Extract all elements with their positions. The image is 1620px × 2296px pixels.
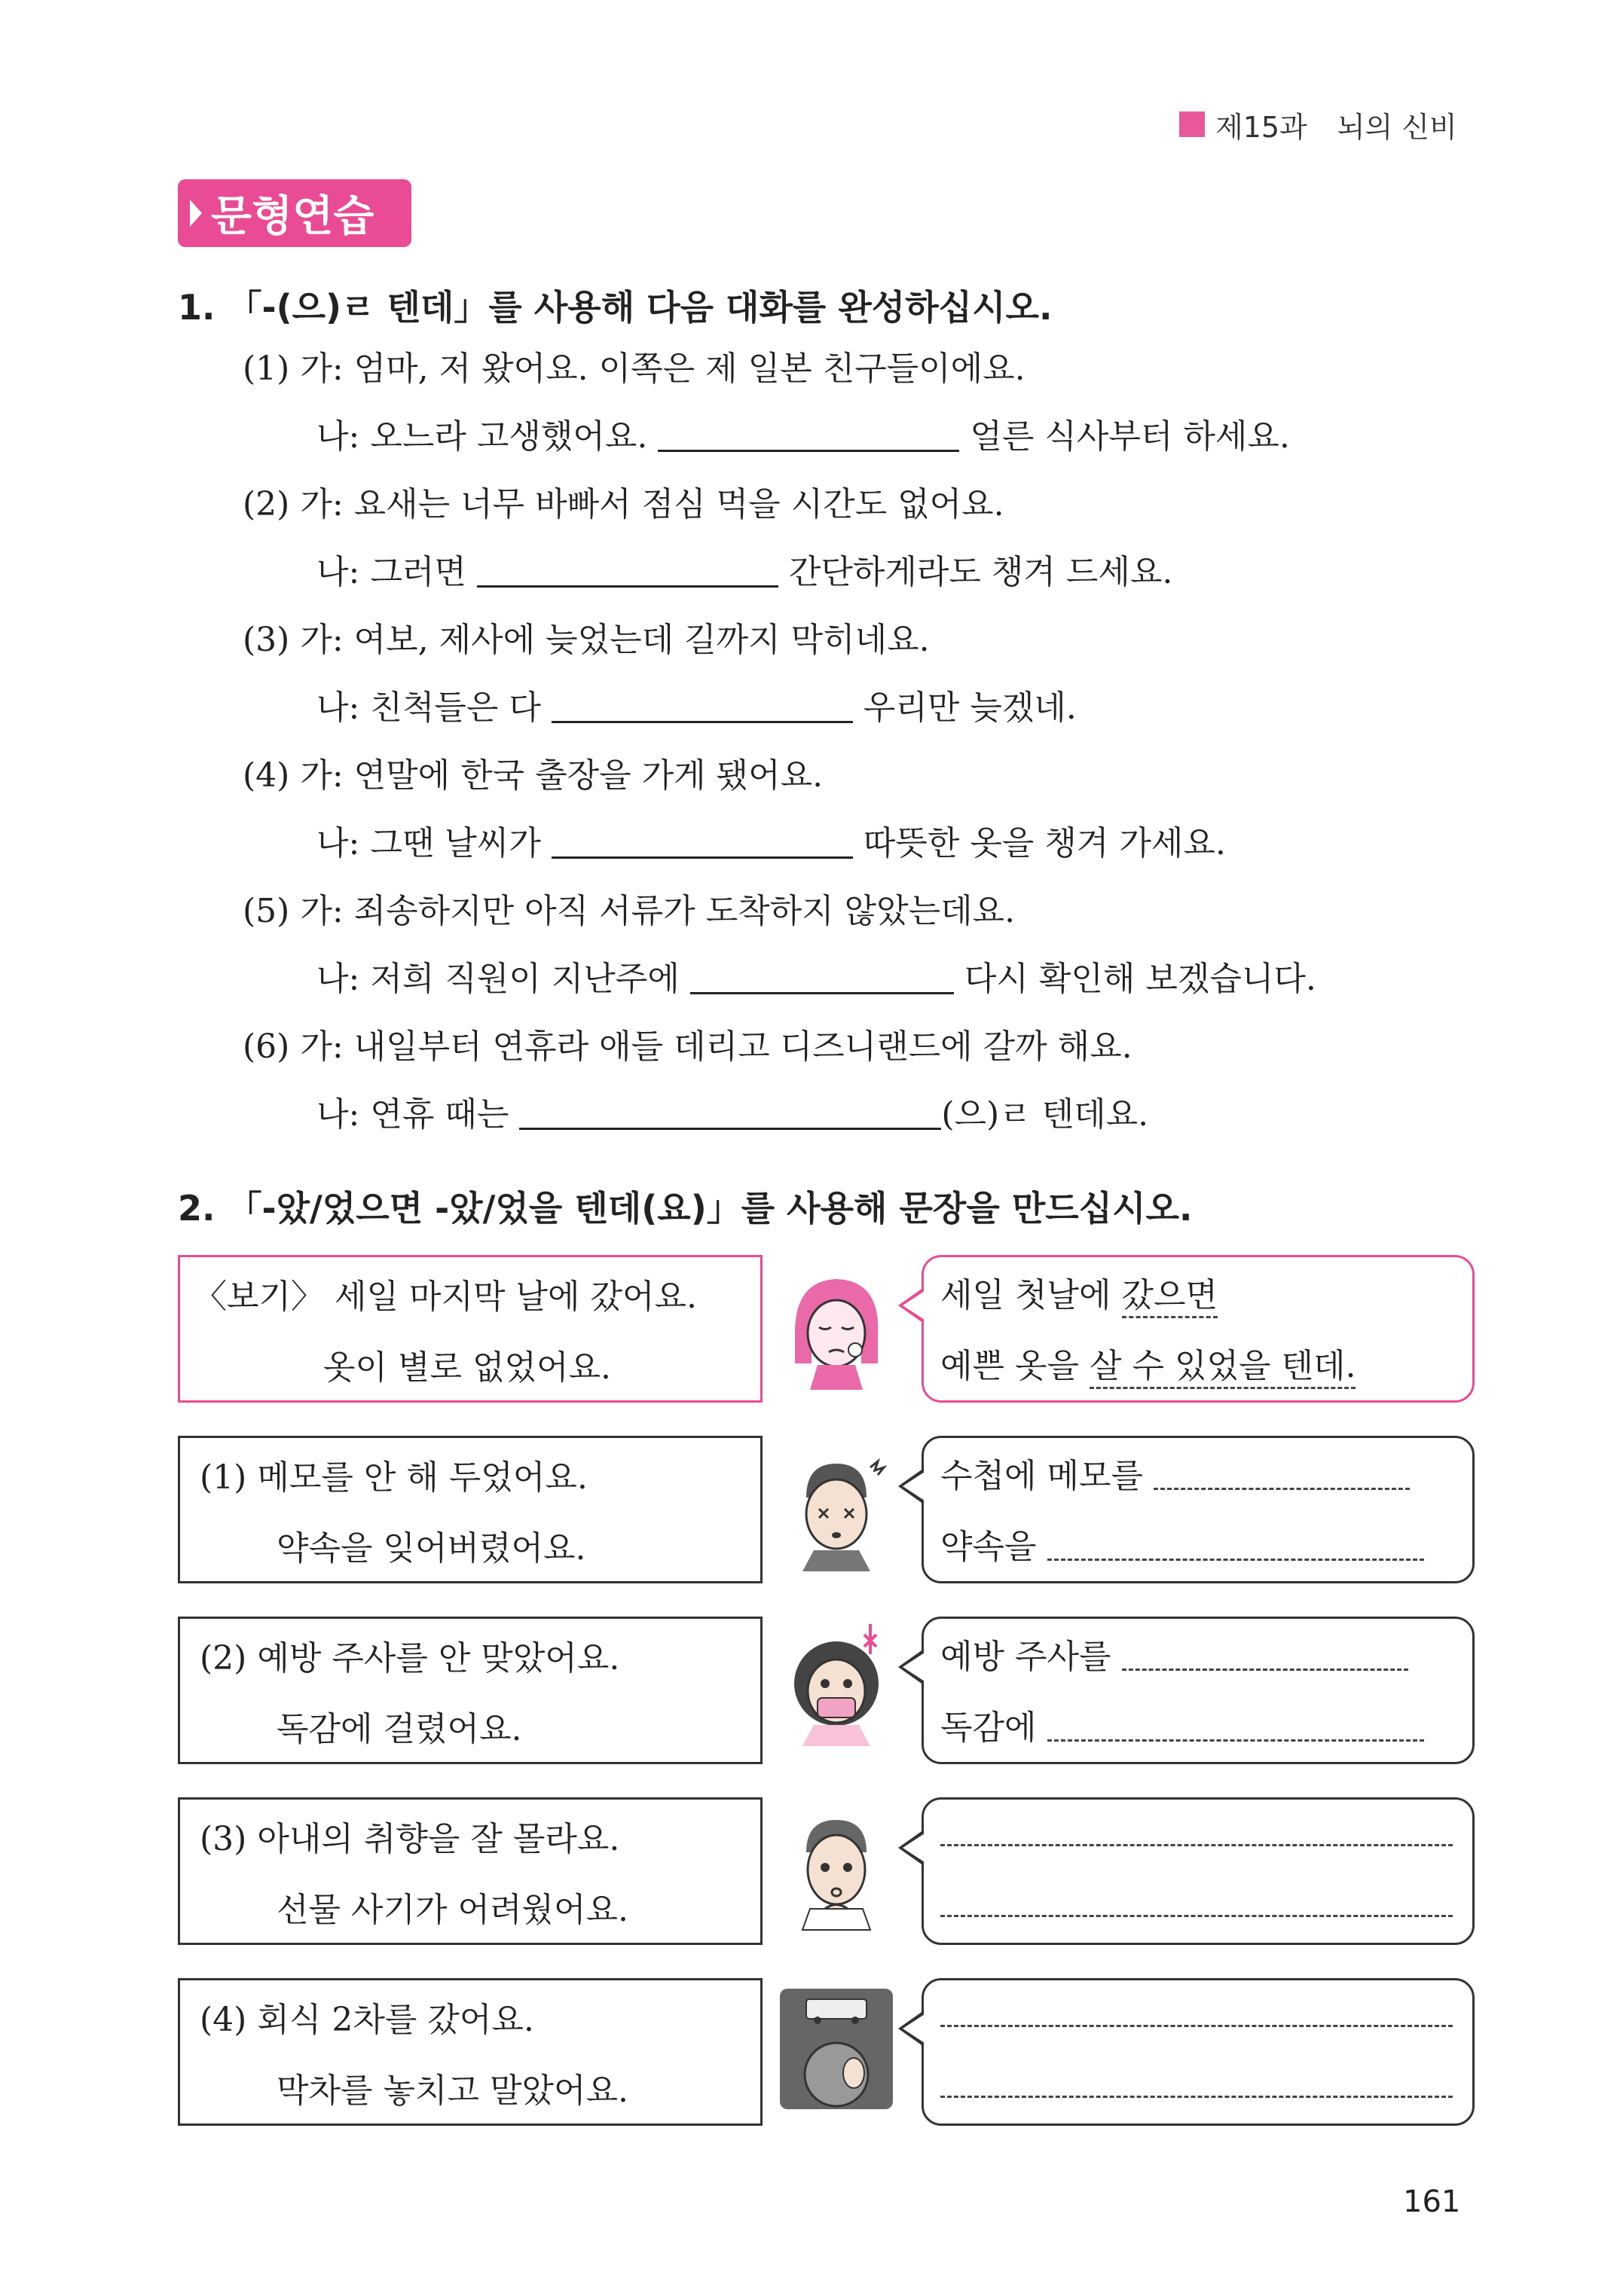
item-number: (2) <box>243 485 290 524</box>
item-3-answer-1 <box>940 1813 1453 1852</box>
reply-prefix: 나: 그러면 <box>316 553 466 591</box>
example-bubble <box>922 1255 1475 1403</box>
thinking-man-face-icon <box>772 1803 900 1931</box>
reply-suffix: 간단하게라도 챙겨 드세요. <box>788 553 1173 591</box>
reply-suffix: (으)ㄹ 텐데요. <box>941 1095 1149 1134</box>
item-number: (5) <box>243 892 290 930</box>
answer-blank[interactable] <box>519 1095 941 1130</box>
example-answer-2: 예쁜 옷을 살 수 있었을 텐데. <box>940 1339 1356 1387</box>
dialog-4-reply <box>316 821 1226 866</box>
item-2-answer-2: 독감에 <box>940 1700 1424 1748</box>
item-3-answer-2 <box>940 1884 1453 1922</box>
answer-blank[interactable] <box>1154 1458 1410 1490</box>
dialog-6-reply <box>316 1092 1148 1137</box>
exercise-2-item-3-bubble <box>922 1797 1475 1945</box>
lesson-title: 뇌의 신비 <box>1337 110 1457 144</box>
dialog-1 <box>243 347 1025 392</box>
reply-suffix: 다시 확인해 보겠습니다. <box>964 960 1316 998</box>
reply-prefix: 나: 저희 직원이 지난주에 <box>316 960 680 998</box>
item-4-line-1: (4) 회식 2차를 갔어요. <box>200 2001 534 2039</box>
answer-blank[interactable] <box>658 417 959 452</box>
item-3-line-1: (3) 아내의 취향을 잘 몰라요. <box>200 1820 620 1858</box>
dialog-5 <box>243 889 1015 934</box>
exercise-2-item-2-bubble <box>922 1617 1475 1764</box>
exercise-2-item-1-box <box>178 1436 763 1583</box>
dialog-6 <box>243 1024 1132 1070</box>
forgetful-man-face-icon <box>772 1445 900 1573</box>
question-1-title: 1. 「-(으)ㄹ 텐데」를 사용해 다음 대화를 완성하십시오. <box>178 287 1053 328</box>
answer-blank[interactable] <box>940 1885 1453 1917</box>
exercise-2-item-3-box <box>178 1797 763 1945</box>
item-number: (6) <box>243 1027 290 1066</box>
arrow-right-icon <box>190 200 202 227</box>
answer-blank[interactable] <box>477 552 778 588</box>
reply-prefix: 나: 친척들은 다 <box>316 688 541 727</box>
section-badge <box>178 179 411 247</box>
dialog-3-reply <box>316 685 1077 731</box>
item-3-line-2: 선물 사기가 어려웠어요. <box>277 1891 628 1929</box>
example-text-1: 세일 마지막 날에 갔어요. <box>335 1278 697 1316</box>
exercise-2-item-2-box <box>178 1617 763 1764</box>
missed-bus-man-icon <box>772 1984 900 2112</box>
sad-woman-face-icon <box>772 1266 900 1394</box>
dialog-5-reply <box>316 957 1316 1002</box>
example-label: 〈보기〉 <box>194 1278 325 1316</box>
question-2-title: 2. 「-았/었으면 -았/었을 텐데(요)」를 사용해 문장을 만드십시오. <box>178 1188 1193 1229</box>
dialog-3 <box>243 618 930 663</box>
item-4-answer-2 <box>940 2065 1453 2103</box>
item-2-answer-1: 예방 주사를 <box>940 1629 1408 1678</box>
item-1-line-1: (1) 메모를 안 해 두었어요. <box>200 1458 588 1497</box>
item-1-answer-1: 수첩에 메모를 <box>940 1449 1410 1497</box>
dialog-2-reply <box>316 550 1172 595</box>
example-box <box>178 1255 763 1403</box>
example-text-2: 옷이 별로 없었어요. <box>323 1348 611 1387</box>
example-answer-1: 세일 첫날에 갔으면 <box>940 1268 1218 1316</box>
reply-prefix: 나: 그땐 날씨가 <box>316 824 541 863</box>
pink-square-marker <box>1179 111 1205 137</box>
item-number: (4) <box>243 756 290 795</box>
item-1-line-2: 약속을 잊어버렸어요. <box>277 1529 586 1568</box>
page-number: 161 <box>1403 2185 1461 2219</box>
reply-prefix: 나: 오느라 고생했어요. <box>316 417 648 456</box>
speaker-a-line: 가: 요새는 너무 바빠서 점심 먹을 시간도 없어요. <box>300 485 1004 524</box>
example-line-1 <box>194 1269 697 1317</box>
answer-blank[interactable] <box>552 688 853 723</box>
item-4-line-2: 막차를 놓치고 말았어요. <box>277 2072 628 2110</box>
exercise-2-item-4-bubble <box>922 1978 1475 2126</box>
answer-blank[interactable] <box>1047 1528 1424 1561</box>
item-2-line-2: 독감에 걸렸어요. <box>277 1710 522 1748</box>
running-header <box>1179 105 1457 143</box>
item-4-answer-1 <box>940 1994 1453 2032</box>
dialog-4 <box>243 753 823 798</box>
reply-suffix: 우리만 늦겠네. <box>863 688 1077 727</box>
answer-blank[interactable] <box>552 823 853 859</box>
answer-blank[interactable] <box>690 959 954 994</box>
lesson-number: 제15과 <box>1215 110 1307 144</box>
item-2-line-1: (2) 예방 주사를 안 맞았어요. <box>200 1639 620 1678</box>
speaker-a-line: 가: 내일부터 연휴라 애들 데리고 디즈니랜드에 갈까 해요. <box>300 1027 1132 1066</box>
dialog-1-reply <box>316 414 1290 460</box>
dialog-2 <box>243 482 1004 527</box>
item-number: (1) <box>243 350 290 388</box>
reply-prefix: 나: 연휴 때는 <box>316 1095 509 1134</box>
answer-blank[interactable] <box>940 1995 1453 2027</box>
item-number: (3) <box>243 621 290 659</box>
speaker-a-line: 가: 여보, 제사에 늦었는데 길까지 막히네요. <box>300 621 930 659</box>
exercise-2-item-4-box <box>178 1978 763 2126</box>
speaker-a-line: 가: 엄마, 저 왔어요. 이쪽은 제 일본 친구들이에요. <box>300 350 1025 388</box>
speaker-a-line: 가: 연말에 한국 출장을 가게 됐어요. <box>300 756 824 795</box>
exercise-2-item-1-bubble <box>922 1436 1475 1583</box>
reply-suffix: 따뜻한 옷을 챙겨 가세요. <box>863 824 1226 863</box>
section-badge-label: 문형연습 <box>211 192 374 241</box>
answer-blank[interactable] <box>1047 1709 1424 1742</box>
sick-woman-mask-face-icon <box>772 1620 900 1748</box>
speaker-a-line: 가: 죄송하지만 아직 서류가 도착하지 않았는데요. <box>300 892 1016 930</box>
answer-blank[interactable] <box>940 1814 1453 1846</box>
answer-blank[interactable] <box>940 2065 1453 2098</box>
answer-blank[interactable] <box>1122 1638 1408 1671</box>
item-1-answer-2: 약속을 <box>940 1519 1424 1568</box>
reply-suffix: 얼른 식사부터 하세요. <box>970 417 1290 456</box>
